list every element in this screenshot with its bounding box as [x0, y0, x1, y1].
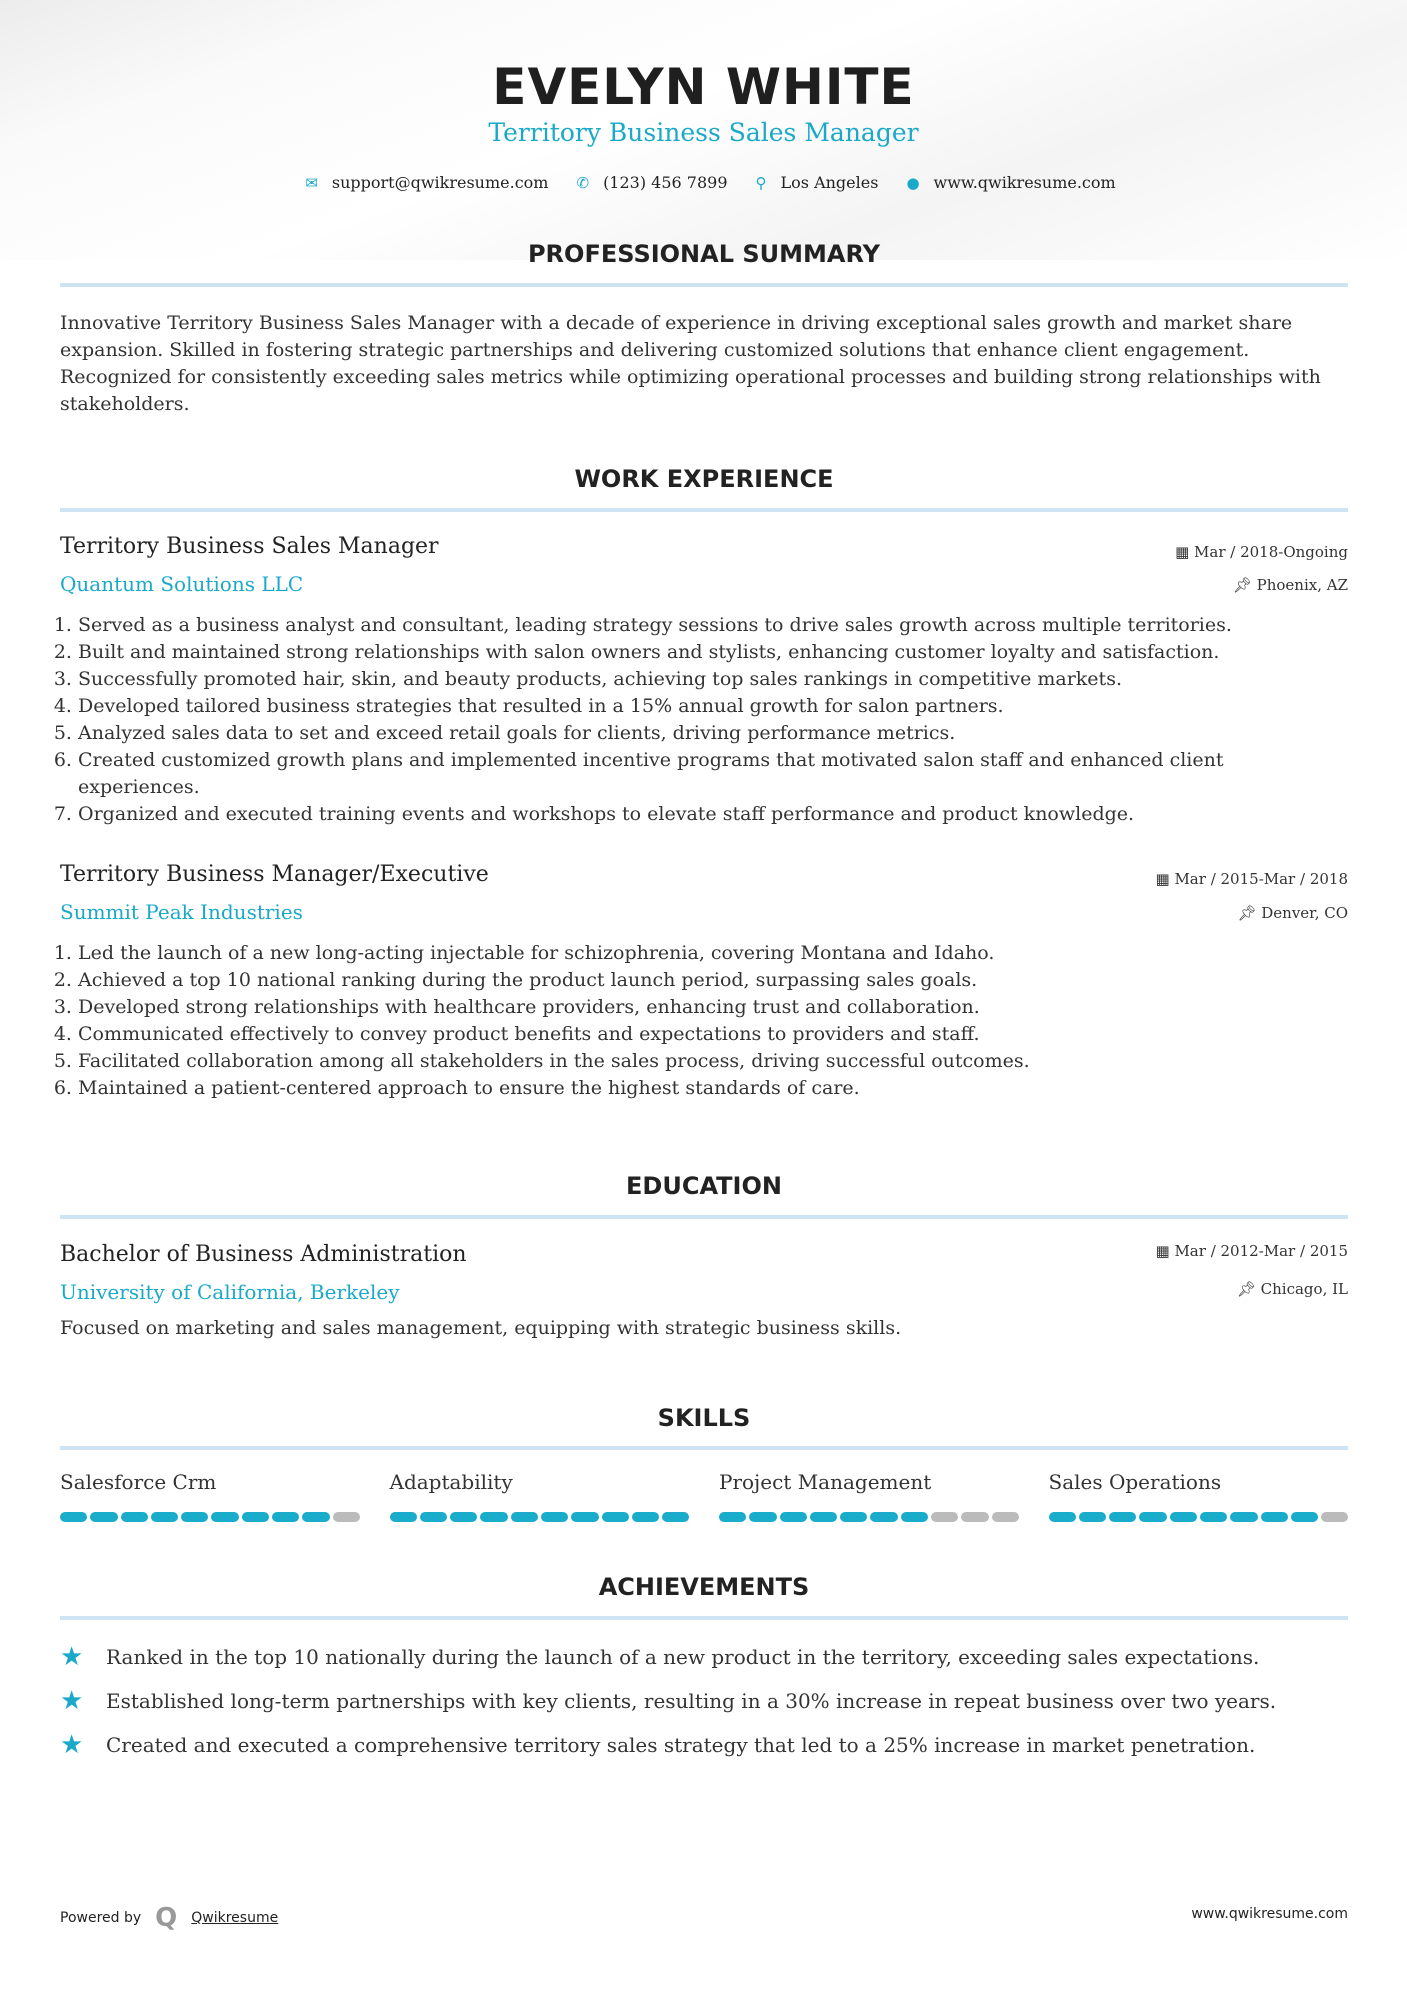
skill-segment: [870, 1512, 897, 1522]
degree: Bachelor of Business Administration: [60, 1242, 467, 1267]
skill-segment: [1291, 1512, 1318, 1522]
skill-segment: [780, 1512, 807, 1522]
skill-item: [1049, 1470, 1349, 1522]
map-pin-icon: ⚲: [755, 173, 767, 192]
skill-segment: [840, 1512, 867, 1522]
education-location: 📌︎ Chicago, IL: [1236, 1280, 1348, 1298]
list-item: 2. Achieved a top 10 national ranking during the product launch period, surpassing sales goals.: [78, 967, 1300, 994]
envelope-icon: ✉: [305, 173, 318, 192]
skill-segment: [810, 1512, 837, 1522]
job-company: Quantum Solutions LLC: [60, 572, 304, 596]
divider: [60, 1215, 1348, 1219]
skill-segment: [390, 1512, 417, 1522]
skill-segment: [121, 1512, 148, 1522]
calendar-icon: ▦: [1155, 1242, 1175, 1260]
skill-segment: [1321, 1512, 1348, 1522]
skill-segment: [60, 1512, 87, 1522]
job-title: Territory Business Manager/Executive: [60, 862, 489, 887]
job-date: ▦ Mar / 2018-Ongoing: [1175, 543, 1348, 561]
skill-item: [719, 1470, 1019, 1522]
skill-segment: [961, 1512, 988, 1522]
achievement-item: ★ Ranked in the top 10 nationally during the launch of a new product in the territory, exceeding sales expectations.: [60, 1642, 1260, 1672]
list-item: 6. Maintained a patient-centered approach to ensure the highest standards of care.: [78, 1075, 1300, 1102]
skill-segment: [602, 1512, 629, 1522]
job-date: ▦ Mar / 2015-Mar / 2018: [1155, 870, 1348, 888]
section-heading-education: EDUCATION: [626, 1172, 782, 1200]
divider: [60, 1616, 1348, 1620]
skill-segment: [1170, 1512, 1197, 1522]
calendar-icon: ▦: [1155, 870, 1175, 888]
skill-level-bar: [390, 1512, 690, 1522]
skill-segment: [1261, 1512, 1288, 1522]
job-location: 📌︎ Denver, CO: [1237, 904, 1348, 922]
skill-segment: [1049, 1512, 1076, 1522]
skill-segment: [302, 1512, 329, 1522]
skill-segment: [992, 1512, 1019, 1522]
divider: [60, 508, 1348, 512]
skill-segment: [749, 1512, 776, 1522]
section-heading-achievements: ACHIEVEMENTS: [598, 1573, 810, 1601]
list-item: 3. Developed strong relationships with healthcare providers, enhancing trust and collaboration.: [78, 994, 1300, 1021]
list-item: 1. Led the launch of a new long-acting injectable for schizophrenia, covering Montana and Idaho.: [78, 940, 1300, 967]
list-item: 6. Created customized growth plans and implemented incentive programs that motivated salon staff and enhanced client experiences.: [78, 747, 1300, 801]
skill-segment: [662, 1512, 689, 1522]
pin-icon: 📌︎: [1237, 904, 1262, 922]
skill-segment: [181, 1512, 208, 1522]
achievement-item: ★ Established long-term partnerships with key clients, resulting in a 30% increase in repeat business over two years.: [60, 1686, 1277, 1716]
candidate-name: EVELYN WHITE: [492, 58, 915, 116]
section-heading-summary: PROFESSIONAL SUMMARY: [527, 240, 881, 268]
divider: [60, 283, 1348, 287]
job-bullets: [60, 612, 1300, 828]
education-date: ▦ Mar / 2012-Mar / 2015: [1155, 1242, 1348, 1260]
job-bullets: [60, 940, 1300, 1102]
list-item: 4. Communicated effectively to convey product benefits and expectations to providers and staff.: [78, 1021, 1300, 1048]
contact-bar: [0, 173, 1407, 192]
skill-segment: [511, 1512, 538, 1522]
skill-segment: [901, 1512, 928, 1522]
achievement-item: ★ Created and executed a comprehensive territory sales strategy that led to a 25% increase in market penetration.: [60, 1730, 1256, 1760]
job-location: 📌︎ Phoenix, AZ: [1232, 576, 1348, 594]
skill-name: Adaptability: [389, 1470, 513, 1494]
list-item: 5. Facilitated collaboration among all stakeholders in the sales process, driving successful outcomes.: [78, 1048, 1300, 1075]
contact-email[interactable]: support@qwikresume.com: [331, 173, 549, 192]
pin-icon: 📌︎: [1236, 1280, 1261, 1298]
list-item: 1. Served as a business analyst and consultant, leading strategy sessions to drive sales growth across multiple territories.: [78, 612, 1300, 639]
skill-segment: [420, 1512, 447, 1522]
skill-level-bar: [60, 1512, 360, 1522]
divider: [60, 1446, 1348, 1450]
skill-segment: [450, 1512, 477, 1522]
summary-text: Innovative Territory Business Sales Manager with a decade of experience in driving exceptional sales growth and market share expansion. Skilled in fostering strategic partnerships and delivering customized solutions that enhance client engagement. Recognized for consistently exceeding sales metrics while optimizing operational processes and building strong relationships with stakeholders.: [60, 312, 1321, 415]
footer-url[interactable]: www.qwikresume.com: [1191, 1906, 1348, 1922]
skill-segment: [632, 1512, 659, 1522]
skill-segment: [719, 1512, 746, 1522]
skill-segment: [90, 1512, 117, 1522]
star-icon: ★: [60, 1642, 84, 1672]
skill-segment: [151, 1512, 178, 1522]
job-company: Summit Peak Industries: [60, 900, 303, 924]
skill-item: [390, 1470, 690, 1522]
skill-segment: [272, 1512, 299, 1522]
qwikresume-logo-icon: Q: [155, 1903, 178, 1933]
skill-segment: [1200, 1512, 1227, 1522]
school: University of California, Berkeley: [60, 1280, 400, 1304]
list-item: 2. Built and maintained strong relationships with salon owners and stylists, enhancing customer loyalty and satisfaction.: [78, 639, 1300, 666]
globe-icon: ●: [906, 173, 920, 192]
list-item: 3. Successfully promoted hair, skin, and beauty products, achieving top sales rankings in competitive markets.: [78, 666, 1300, 693]
skill-level-bar: [719, 1512, 1019, 1522]
skill-name: Salesforce Crm: [60, 1470, 217, 1494]
skill-segment: [333, 1512, 360, 1522]
section-heading-work: WORK EXPERIENCE: [574, 465, 834, 493]
skill-segment: [1109, 1512, 1136, 1522]
skill-item: [60, 1470, 360, 1522]
footer-powered: Powered by Q Qwikresume: [60, 1903, 279, 1933]
contact-location: Los Angeles: [780, 173, 879, 192]
skill-segment: [1079, 1512, 1106, 1522]
skill-segment: [242, 1512, 269, 1522]
skill-name: Sales Operations: [1048, 1470, 1222, 1494]
star-icon: ★: [60, 1730, 84, 1760]
skill-segment: [1139, 1512, 1166, 1522]
star-icon: ★: [60, 1686, 84, 1716]
section-heading-skills: SKILLS: [657, 1404, 751, 1432]
skill-segment: [571, 1512, 598, 1522]
contact-website[interactable]: www.qwikresume.com: [933, 173, 1116, 192]
contact-phone: (123) 456 7899: [603, 173, 728, 192]
skill-segment: [480, 1512, 507, 1522]
list-item: 7. Organized and executed training events and workshops to elevate staff performance and product knowledge.: [78, 801, 1300, 828]
list-item: 4. Developed tailored business strategies that resulted in a 15% annual growth for salon partners.: [78, 693, 1300, 720]
skill-segment: [541, 1512, 568, 1522]
calendar-icon: ▦: [1175, 543, 1195, 561]
list-item: 5. Analyzed sales data to set and exceed retail goals for clients, driving performance metrics.: [78, 720, 1300, 747]
phone-icon: ✆: [576, 173, 590, 192]
candidate-title: Territory Business Sales Manager: [488, 118, 919, 147]
skill-level-bar: [1049, 1512, 1349, 1522]
qwikresume-link[interactable]: Qwikresume: [191, 1910, 279, 1926]
skill-segment: [931, 1512, 958, 1522]
skill-segment: [211, 1512, 238, 1522]
skill-segment: [1230, 1512, 1257, 1522]
pin-icon: 📌︎: [1232, 576, 1257, 594]
skill-name: Project Management: [719, 1470, 932, 1494]
job-title: Territory Business Sales Manager: [60, 534, 439, 559]
education-text: Focused on marketing and sales management, equipping with strategic business skills.: [60, 1317, 902, 1339]
